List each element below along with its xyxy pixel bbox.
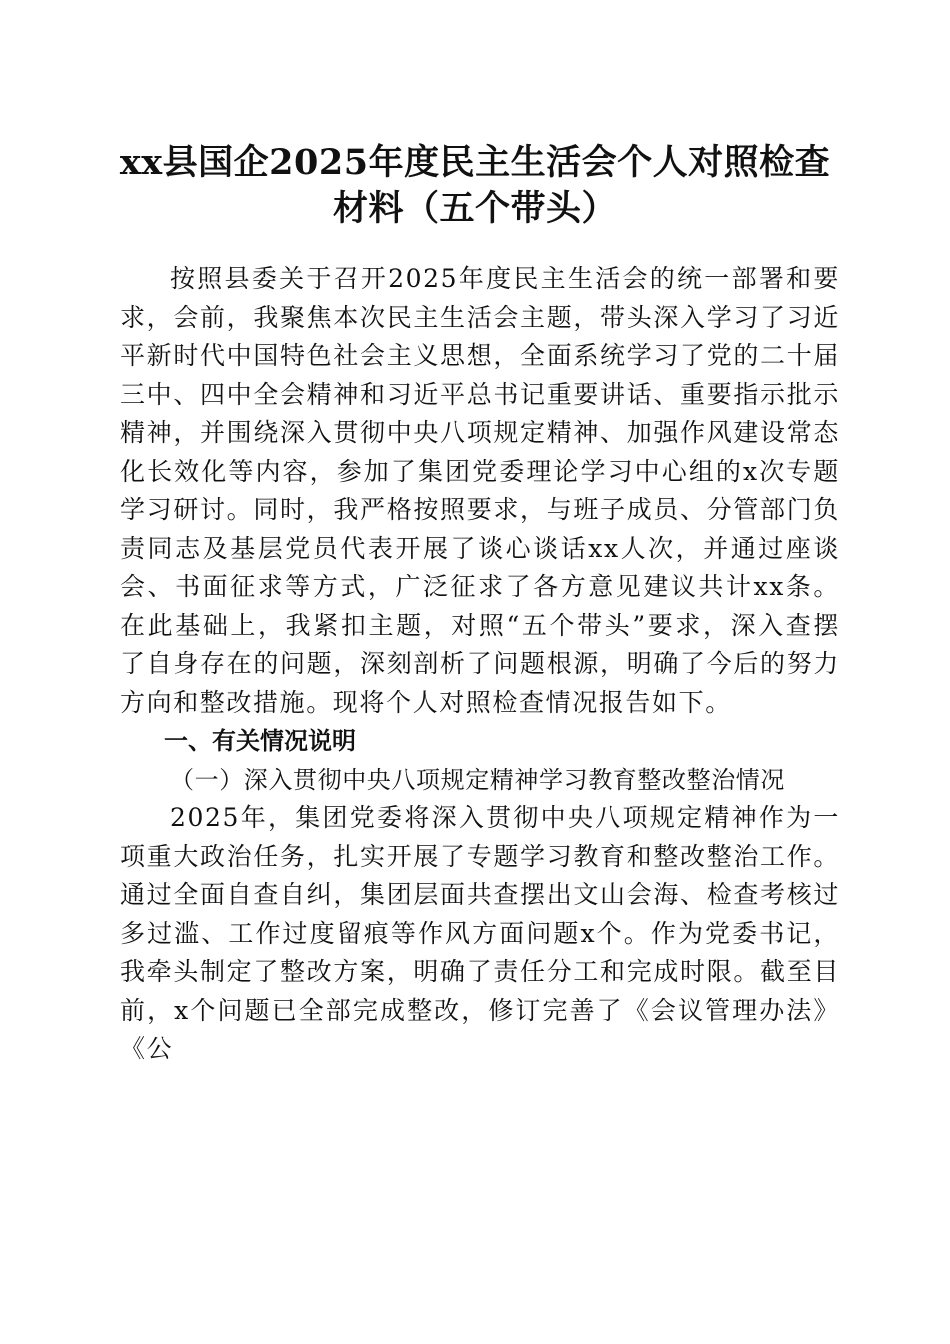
title-line-1: xx县国企2025年度民主生活会个人对照检查 <box>119 142 831 183</box>
intro-paragraph: 按照县委关于召开2025年度民主生活会的统一部署和要求，会前，我聚焦本次民主生活会主题，带头深入学习了习近平新时代中国特色社会主义思想，全面系统学习了党的二十届三中、四中全会精神和习近平总书记重要讲话、重要指示批示精神，并围绕深入贯彻中央八项规定精神、加强作风建设常态化长效化等内容，参加了集团党委理论学习中心组的x次专题学习研讨。同时，我严格按照要求，与班子成员、分管部门负责同志及基层党员代表开展了谈心谈话xx人次，并通过座谈会、书面征求等方式，广泛征求了各方意见建议共计xx条。在此基础上，我紧扣主题，对照“五个带头”要求，深入查摆了自身存在的问题，深刻剖析了问题根源，明确了今后的努力方向和整改措施。现将个人对照检查情况报告如下。 <box>120 264 840 717</box>
title-line-2: 材料（五个带头） <box>332 188 617 229</box>
document-body <box>120 260 840 1069</box>
subsection-heading: （一）深入贯彻中央八项规定精神学习教育整改整治情况 <box>170 765 785 794</box>
section-heading: 一、有关情况说明 <box>164 727 356 755</box>
document-title <box>110 140 840 232</box>
section-paragraph: 2025年，集团党委将深入贯彻中央八项规定精神作为一项重大政治任务，扎实开展了专题学习教育和整改整治工作。通过全面自查自纠，集团层面共查摆出文山会海、检查考核过多过滥、工作过度留痕等作风方面问题x个。作为党委书记，我牵头制定了整改方案，明确了责任分工和完成时限。截至目前，x个问题已全部完成整改，修订完善了《会议管理办法》《公 <box>120 803 840 1063</box>
